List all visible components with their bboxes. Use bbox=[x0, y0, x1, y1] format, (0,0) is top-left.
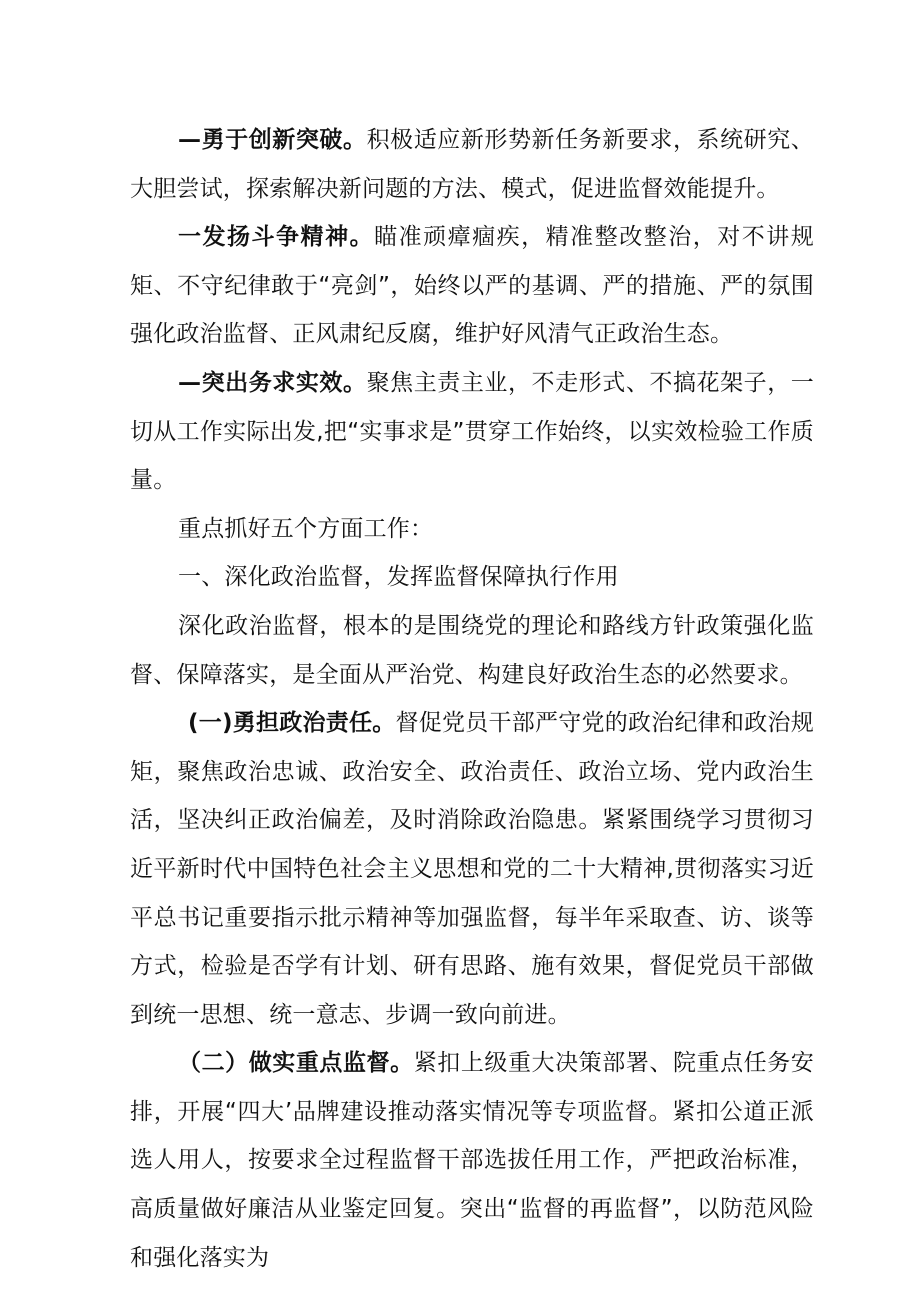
document-body bbox=[130, 116, 814, 1282]
paragraph-political-supervision-intro bbox=[130, 602, 814, 699]
paragraph-text: 重点抓好五个方面工作： bbox=[178, 515, 434, 542]
paragraph-text: 聚焦主责主业，不走形式、不搞花架子，一切从工作实际出发,把“实事求是”贯穿工作始终，以实效检验工作质量。 bbox=[130, 369, 814, 494]
paragraph-lead: (一)勇担政治责任。 bbox=[188, 710, 396, 737]
paragraph-text: 督促党员干部严守党的政治纪律和政治规矩，聚焦政治忠诚、政治安全、政治责任、政治立场、党内政治生活，坚决纠正政治偏差，及时消除政治隐患。紧紧围绕学习贯彻习近平新时代中国特色社会主义思想和党的二十大精神,贯彻落实习近平总书记重要指示批示精神等加强监督，每半年采取查、访、谈等方式，检验是否学有计划、研有思路、施有效果，督促党员干部做到统一思想、统一意志、步调一致向前进。 bbox=[130, 710, 814, 1028]
paragraph-text: 深化政治监督，根本的是围绕党的理论和路线方针政策强化监督、保障落实，是全面从严治党、构建良好政治生态的必然要求。 bbox=[130, 612, 814, 688]
paragraph-five-aspects bbox=[130, 505, 814, 554]
paragraph-innovation bbox=[130, 116, 814, 213]
section-heading-political-supervision bbox=[130, 553, 814, 602]
paragraph-lead: 一发扬斗争精神。 bbox=[178, 224, 375, 251]
paragraph-political-responsibility bbox=[130, 699, 814, 1039]
paragraph-practical-results bbox=[130, 359, 814, 505]
paragraph-text: 紧扣上级重大决策部署、院重点任务安排，开展“四大’品牌建设推动落实情况等专项监督。紧扣公道正派选人用人，按要求全过程监督干部选拔任用工作，严把政治标准，高质量做好廉洁从业鉴定回复。突出“监督的再监督”，以防范风险和强化落实为 bbox=[130, 1050, 815, 1271]
paragraph-text: 积极适应新形势新任务新要求，系统研究、大胆尝试，探索解决新问题的方法、模式，促进监督效能提升。 bbox=[130, 127, 814, 202]
paragraph-text: 瞄准顽瘴痼疾，精准整改整治，对不讲规矩、不守纪律敢于“亮剑”，始终以严的基调、严的措施、严的氛围强化政治监督、正风肃纪反腐，维护好风清气正政治生态。 bbox=[130, 224, 814, 348]
paragraph-key-supervision bbox=[130, 1039, 814, 1282]
paragraph-lead: —勇于创新突破。 bbox=[178, 127, 367, 153]
paragraph-struggle-spirit bbox=[130, 213, 814, 359]
section-heading-text: 一、深化政治监督，发挥监督保障执行作用 bbox=[178, 564, 619, 591]
paragraph-lead: —突出务求实效。 bbox=[178, 369, 367, 396]
paragraph-lead: （二）做实重点监督。 bbox=[178, 1050, 414, 1077]
